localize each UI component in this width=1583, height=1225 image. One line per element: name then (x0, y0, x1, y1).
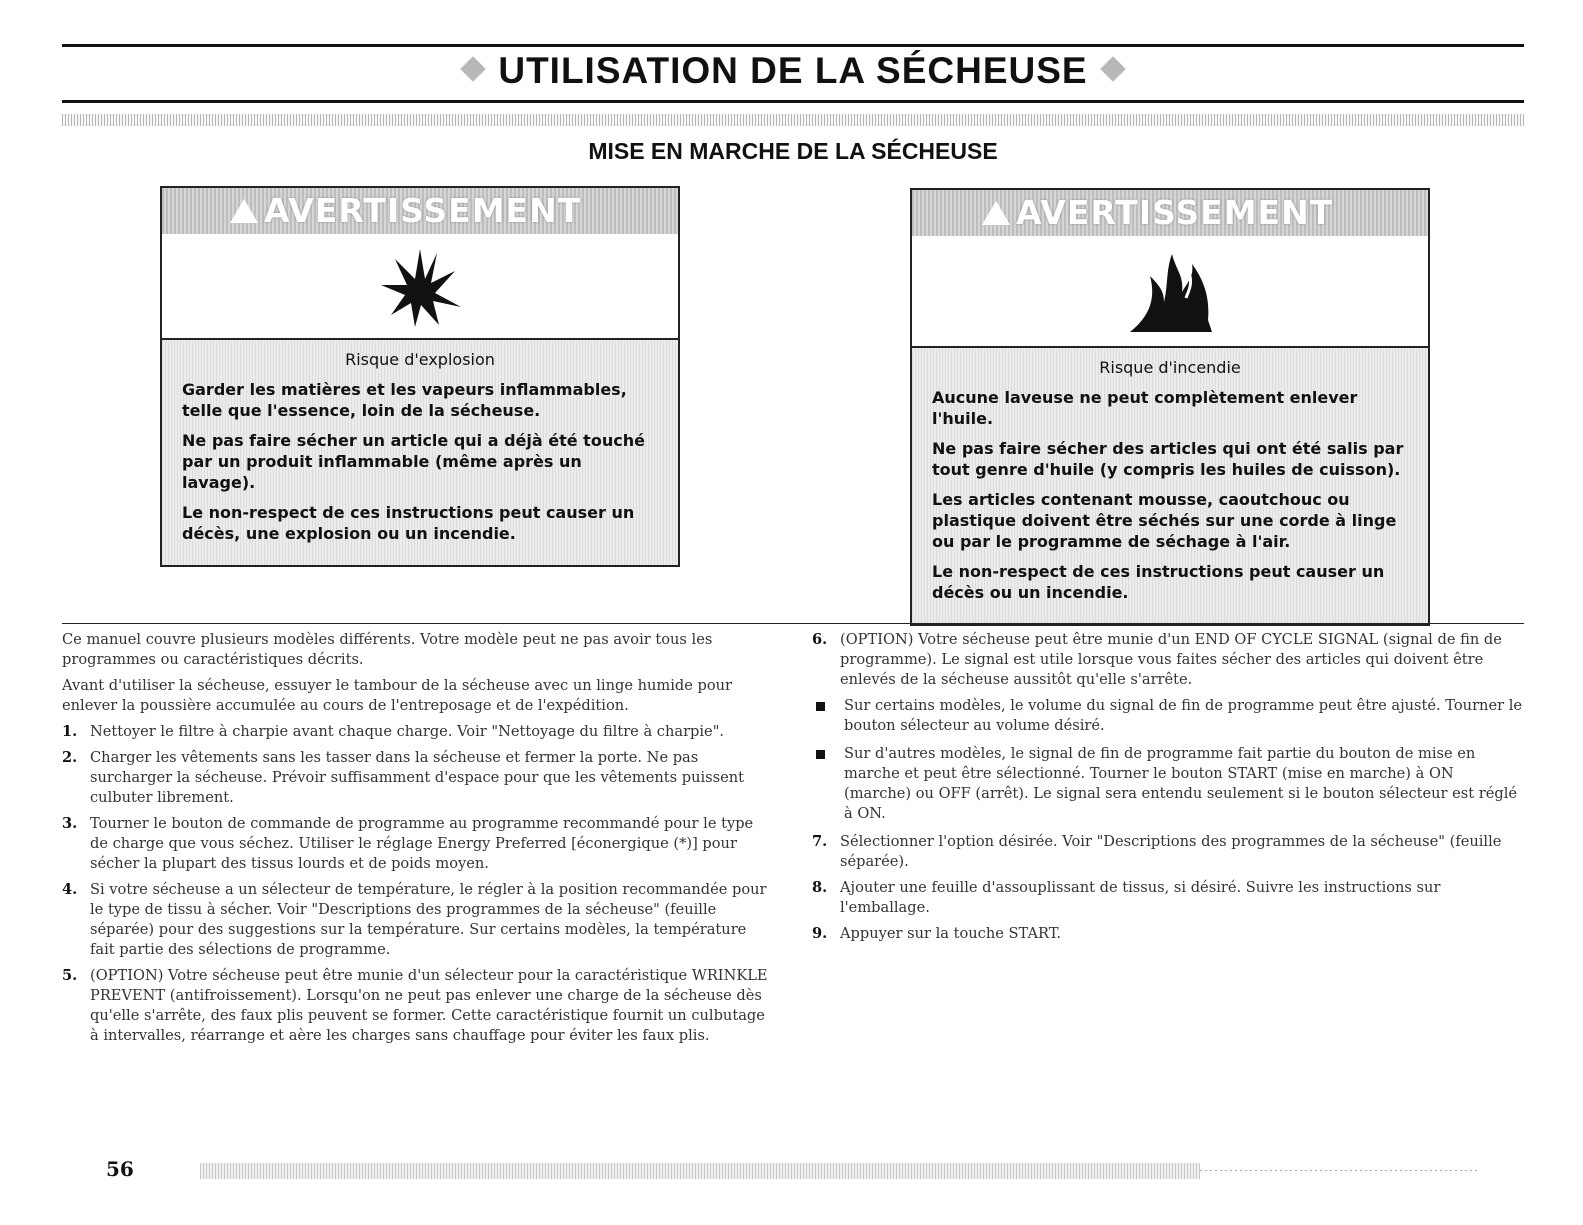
section-subtitle: MISE EN MARCHE DE LA SÉCHEUSE (588, 138, 998, 164)
risk-label: Risque d'explosion (345, 350, 495, 369)
step-number: 9. (812, 925, 828, 942)
step-text: Charger les vêtements sans les tasser dans la sécheuse et fermer la porte. Ne pas surcharger la sécheuse. Prévoir suffisamment d'espace pour que les vêtements puissent culbuter librement. (90, 749, 745, 806)
step-number: 7. (812, 833, 828, 850)
footer-dotted-line (1200, 1170, 1480, 1171)
step-number: 1. (62, 723, 78, 740)
warning-line: Ne pas faire sécher un article qui a déjà été touché par un produit inflammable (même après un lavage). (182, 431, 645, 492)
square-bullet-icon (816, 750, 825, 759)
warning-line: Ne pas faire sécher des articles qui ont été salis par tout genre d'huile (y compris les huiles de cuisson). (932, 439, 1404, 479)
step-number: 8. (812, 879, 828, 896)
warning-heading-text: AVERTISSEMENT (264, 191, 582, 230)
step-text: Tourner le bouton de commande de programme au programme recommandé pour le type de charge que vous séchez. Utiliser le réglage Energy Preferred [éconergique (*)] pour sécher la plupart des tissus lourds et de poids moyen. (90, 815, 754, 872)
risk-label: Risque d'incendie (1099, 358, 1241, 377)
top-rule (62, 44, 1524, 47)
title-rule (62, 100, 1524, 103)
step-text: Ajouter une feuille d'assouplissant de tissus, si désiré. Suivre les instructions sur l'emballage. (840, 879, 1441, 916)
warning-heading (912, 190, 1428, 236)
bullet-text: Sur d'autres modèles, le signal de fin de programme fait partie du bouton de mise en marche et peut être sélectionné. Tourner le bouton START (mise en marche) à ON (marche) ou OFF (arrêt). Le signal sera entendu seulement si le bouton sélecteur est réglé à ON. (844, 745, 1518, 822)
warning-triangle-icon (982, 201, 1010, 225)
step-number: 4. (62, 881, 78, 898)
decorative-band (62, 114, 1524, 126)
intro-paragraph: Avant d'utiliser la sécheuse, essuyer le tambour de la sécheuse avec un linge humide pour enlever la poussière accumulée au cours de l'entreposage et de l'expédition. (62, 677, 733, 714)
step-item (62, 814, 774, 874)
warning-box-explosion (160, 186, 680, 567)
bullet-item (812, 744, 1524, 824)
step-text: Nettoyer le filtre à charpie avant chaque charge. Voir "Nettoyage du filtre à charpie". (90, 723, 725, 740)
step-item (812, 832, 1524, 872)
step-item (62, 722, 774, 742)
square-bullet-icon (816, 702, 825, 711)
warning-line: Les articles contenant mousse, caoutchouc ou plastique doivent être séchés sur une corde à linge ou par le programme de séchage à l'air. (932, 490, 1397, 551)
page-title-text: UTILISATION DE LA SÉCHEUSE (498, 50, 1088, 91)
warning-box-fire (910, 188, 1430, 626)
step-item (812, 878, 1524, 918)
explosion-icon (162, 234, 678, 340)
warning-body (912, 348, 1428, 624)
intro-paragraph: Ce manuel couvre plusieurs modèles différents. Votre modèle peut ne pas avoir tous les programmes ou caractéristiques décrits. (62, 631, 713, 668)
section-divider (62, 623, 1524, 624)
step-text: (OPTION) Votre sécheuse peut être munie d'un sélecteur pour la caractéristique WRINKLE PREVENT (antifroissement). Lorsqu'on ne peut pas enlever une charge de la sécheuse dès qu'elle s'arrête, des faux plis peuvent se former. Cette caractéristique fournit un culbutage à intervalles, réarrange et aère les charges sans chauffage pour éviter les faux plis. (90, 967, 768, 1044)
step-number: 6. (812, 631, 828, 648)
warning-line: Garder les matières et les vapeurs inflammables, telle que l'essence, loin de la sécheuse. (182, 380, 627, 420)
step-text: (OPTION) Votre sécheuse peut être munie d'un END OF CYCLE SIGNAL (signal de fin de programme). Le signal est utile lorsque vous faites sécher des articles qui doivent être enlevés de la sécheuse aussitôt qu'elle s'arrête. (840, 631, 1502, 688)
bullet-text: Sur certains modèles, le volume du signal de fin de programme peut être ajusté. Tourner le bouton sélecteur au volume désiré. (844, 697, 1522, 734)
step-item (62, 880, 774, 960)
warning-heading-text: AVERTISSEMENT (1016, 193, 1334, 232)
step-text: Sélectionner l'option désirée. Voir "Descriptions des programmes de la sécheuse" (feuille séparée). (840, 833, 1502, 870)
step-number: 3. (62, 815, 78, 832)
diamond-ornament-icon (461, 56, 486, 81)
footer-decorative-band (200, 1163, 1200, 1179)
step-text: Si votre sécheuse a un sélecteur de température, le régler à la position recommandée pour le type de tissu à sécher. Voir "Descriptions des programmes de la sécheuse" (feuille séparée) pour des suggestions sur la température. Sur certains modèles, la température fait partie des sélections de programme. (90, 881, 767, 958)
bullet-item (812, 696, 1524, 736)
warning-heading (162, 188, 678, 234)
left-column (62, 630, 774, 1052)
page-number: 56 (106, 1157, 134, 1181)
warning-line: Le non-respect de ces instructions peut causer un décès ou un incendie. (932, 562, 1385, 602)
step-number: 5. (62, 967, 78, 984)
step-text: Appuyer sur la touche START. (840, 925, 1061, 942)
page-title (62, 50, 1524, 92)
diamond-ornament-icon (1100, 56, 1125, 81)
right-column (812, 630, 1524, 950)
warning-line: Le non-respect de ces instructions peut causer un décès, une explosion ou un incendie. (182, 503, 635, 543)
step-number: 2. (62, 749, 78, 766)
warning-body (162, 340, 678, 565)
step-item (62, 966, 774, 1046)
step-item (812, 630, 1524, 690)
step-item (62, 748, 774, 808)
fire-icon (912, 236, 1428, 348)
warning-line: Aucune laveuse ne peut complètement enlever l'huile. (932, 388, 1358, 428)
step-item (812, 924, 1524, 944)
warning-triangle-icon (230, 199, 258, 223)
